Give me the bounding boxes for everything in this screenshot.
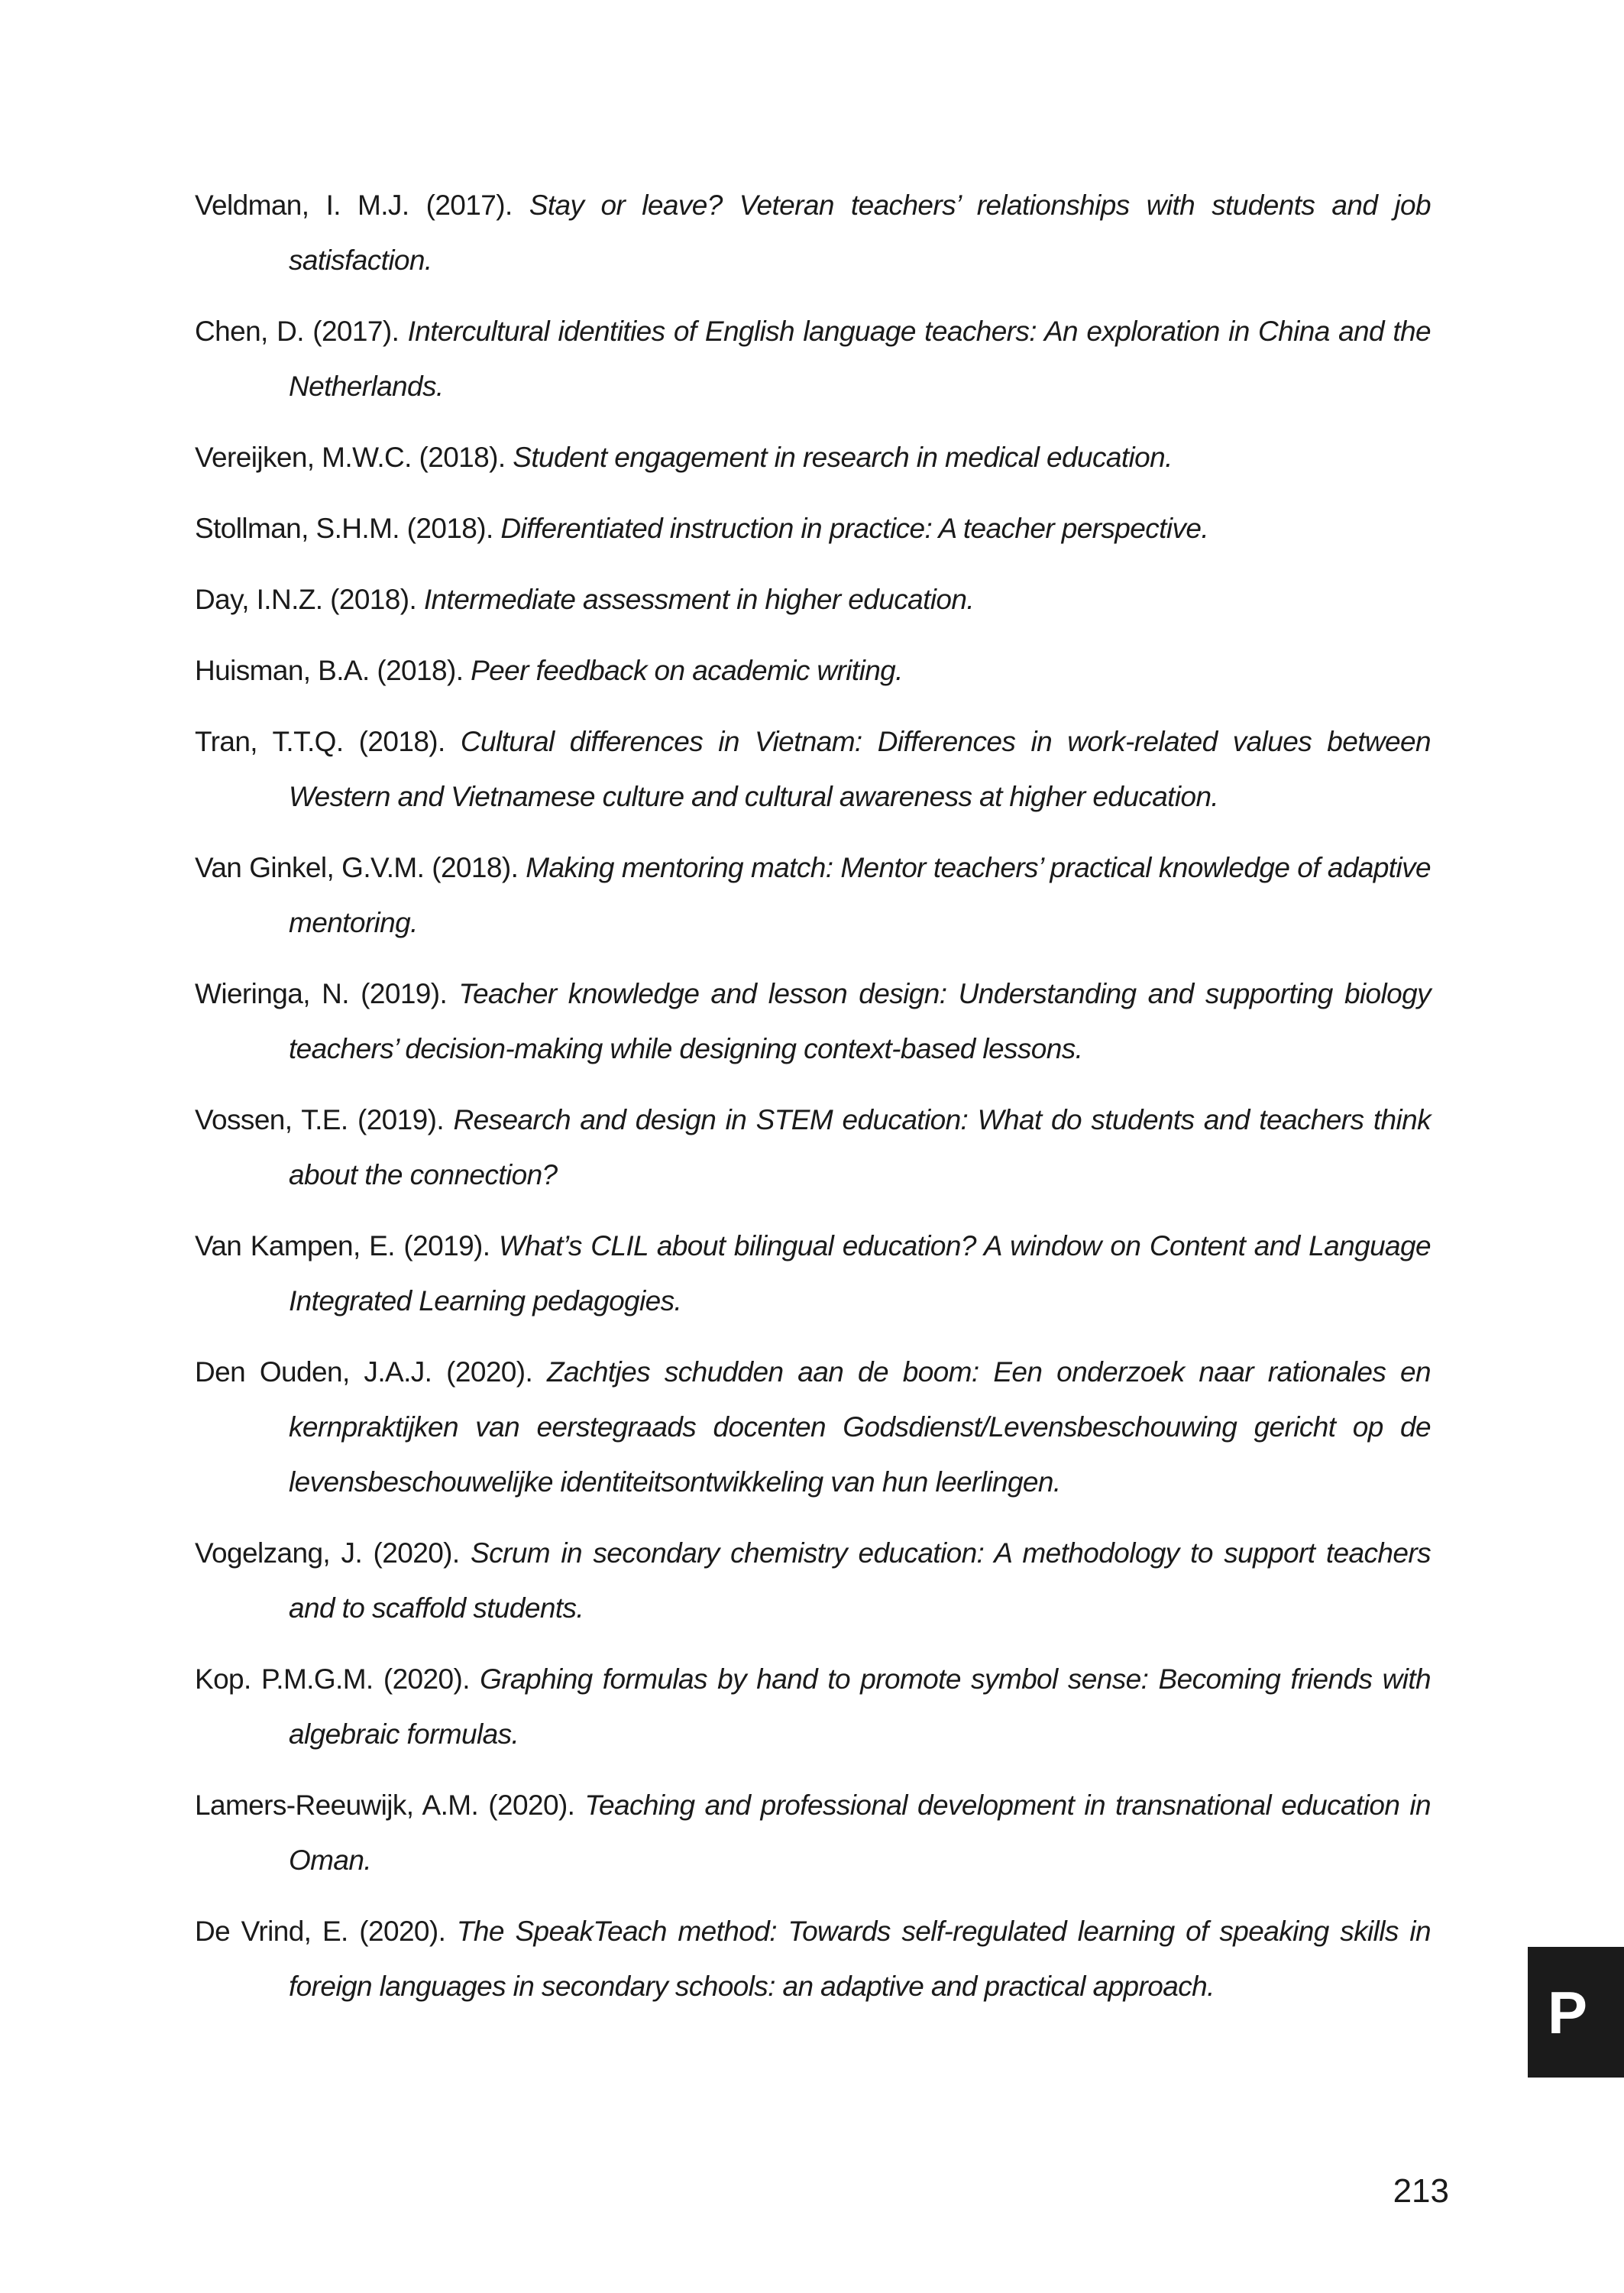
reference-entry	[195, 1652, 1431, 1762]
reference-entry	[195, 643, 1431, 698]
references-list	[195, 178, 1431, 2030]
reference-title: What’s CLIL about bilingual education? A window on Content and Language Integrated Learning pedagogies.	[289, 1230, 1431, 1317]
reference-authors: Day, I.N.Z. (2018).	[195, 584, 417, 615]
reference-entry	[195, 714, 1431, 824]
reference-title: Peer feedback on academic writing.	[471, 655, 903, 686]
reference-entry	[195, 1219, 1431, 1329]
reference-authors: Tran, T.T.Q. (2018).	[195, 726, 445, 757]
section-thumb-tab	[1528, 1947, 1624, 2078]
reference-entry	[195, 1345, 1431, 1510]
reference-title: Stay or leave? Veteran teachers’ relationships with students and job satisfaction.	[289, 189, 1431, 276]
reference-authors: Van Kampen, E. (2019).	[195, 1230, 490, 1261]
reference-entry	[195, 1093, 1431, 1203]
reference-entry	[195, 1904, 1431, 2014]
reference-authors: Veldman, I. M.J. (2017).	[195, 189, 513, 221]
reference-title: The SpeakTeach method: Towards self-regulated learning of speaking skills in foreign languages in secondary schools: an adaptive and practical approach.	[289, 1916, 1431, 2002]
reference-title: Research and design in STEM education: What do students and teachers think about the connection?	[289, 1104, 1431, 1190]
reference-title: Making mentoring match: Mentor teachers’ practical knowledge of adaptive mentoring.	[289, 852, 1431, 938]
reference-title: Teaching and professional development in transnational education in Oman.	[289, 1789, 1431, 1876]
reference-entry	[195, 304, 1431, 414]
reference-entry	[195, 840, 1431, 951]
reference-title: Graphing formulas by hand to promote symbol sense: Becoming friends with algebraic formulas.	[289, 1663, 1431, 1750]
reference-authors: Vogelzang, J. (2020).	[195, 1537, 460, 1569]
section-tab-letter: P	[1547, 1978, 1588, 2046]
reference-title: Student engagement in research in medical education.	[513, 442, 1173, 473]
reference-authors: Vossen, T.E. (2019).	[195, 1104, 445, 1135]
reference-title: Intercultural identities of English language teachers: An exploration in China and the Netherlands.	[289, 316, 1431, 402]
reference-entry	[195, 501, 1431, 556]
reference-entry	[195, 967, 1431, 1077]
reference-authors: Stollman, S.H.M. (2018).	[195, 513, 493, 544]
reference-authors: Den Ouden, J.A.J. (2020).	[195, 1356, 533, 1388]
reference-authors: Wieringa, N. (2019).	[195, 978, 448, 1009]
reference-authors: De Vrind, E. (2020).	[195, 1916, 446, 1947]
reference-authors: Huisman, B.A. (2018).	[195, 655, 464, 686]
reference-title: Differentiated instruction in practice: A teacher perspective.	[500, 513, 1209, 544]
reference-entry	[195, 178, 1431, 288]
reference-entry	[195, 572, 1431, 627]
page-number: 213	[1393, 2172, 1449, 2210]
reference-entry	[195, 430, 1431, 485]
reference-title: Scrum in secondary chemistry education: A methodology to support teachers and to scaffold students.	[289, 1537, 1431, 1624]
reference-title: Intermediate assessment in higher education.	[423, 584, 975, 615]
reference-authors: Vereijken, M.W.C. (2018).	[195, 442, 506, 473]
reference-title: Zachtjes schudden aan de boom: Een onderzoek naar rationales en kernpraktijken van eerstegraads docenten Godsdienst/Levensbeschouwing gericht op de levensbeschouwelijke identiteitsontwikkeling van hun leerlingen.	[289, 1356, 1431, 1498]
reference-authors: Kop. P.M.G.M. (2020).	[195, 1663, 470, 1695]
reference-title: Teacher knowledge and lesson design: Understanding and supporting biology teachers’ decision-making while designing context-based lessons.	[289, 978, 1431, 1064]
reference-title: Cultural differences in Vietnam: Differences in work-related values between Western and Vietnamese culture and cultural awareness at higher education.	[289, 726, 1431, 812]
reference-entry	[195, 1778, 1431, 1888]
reference-entry	[195, 1526, 1431, 1636]
reference-authors: Chen, D. (2017).	[195, 316, 400, 347]
reference-authors: Lamers-Reeuwijk, A.M. (2020).	[195, 1789, 575, 1821]
reference-authors: Van Ginkel, G.V.M. (2018).	[195, 852, 519, 883]
